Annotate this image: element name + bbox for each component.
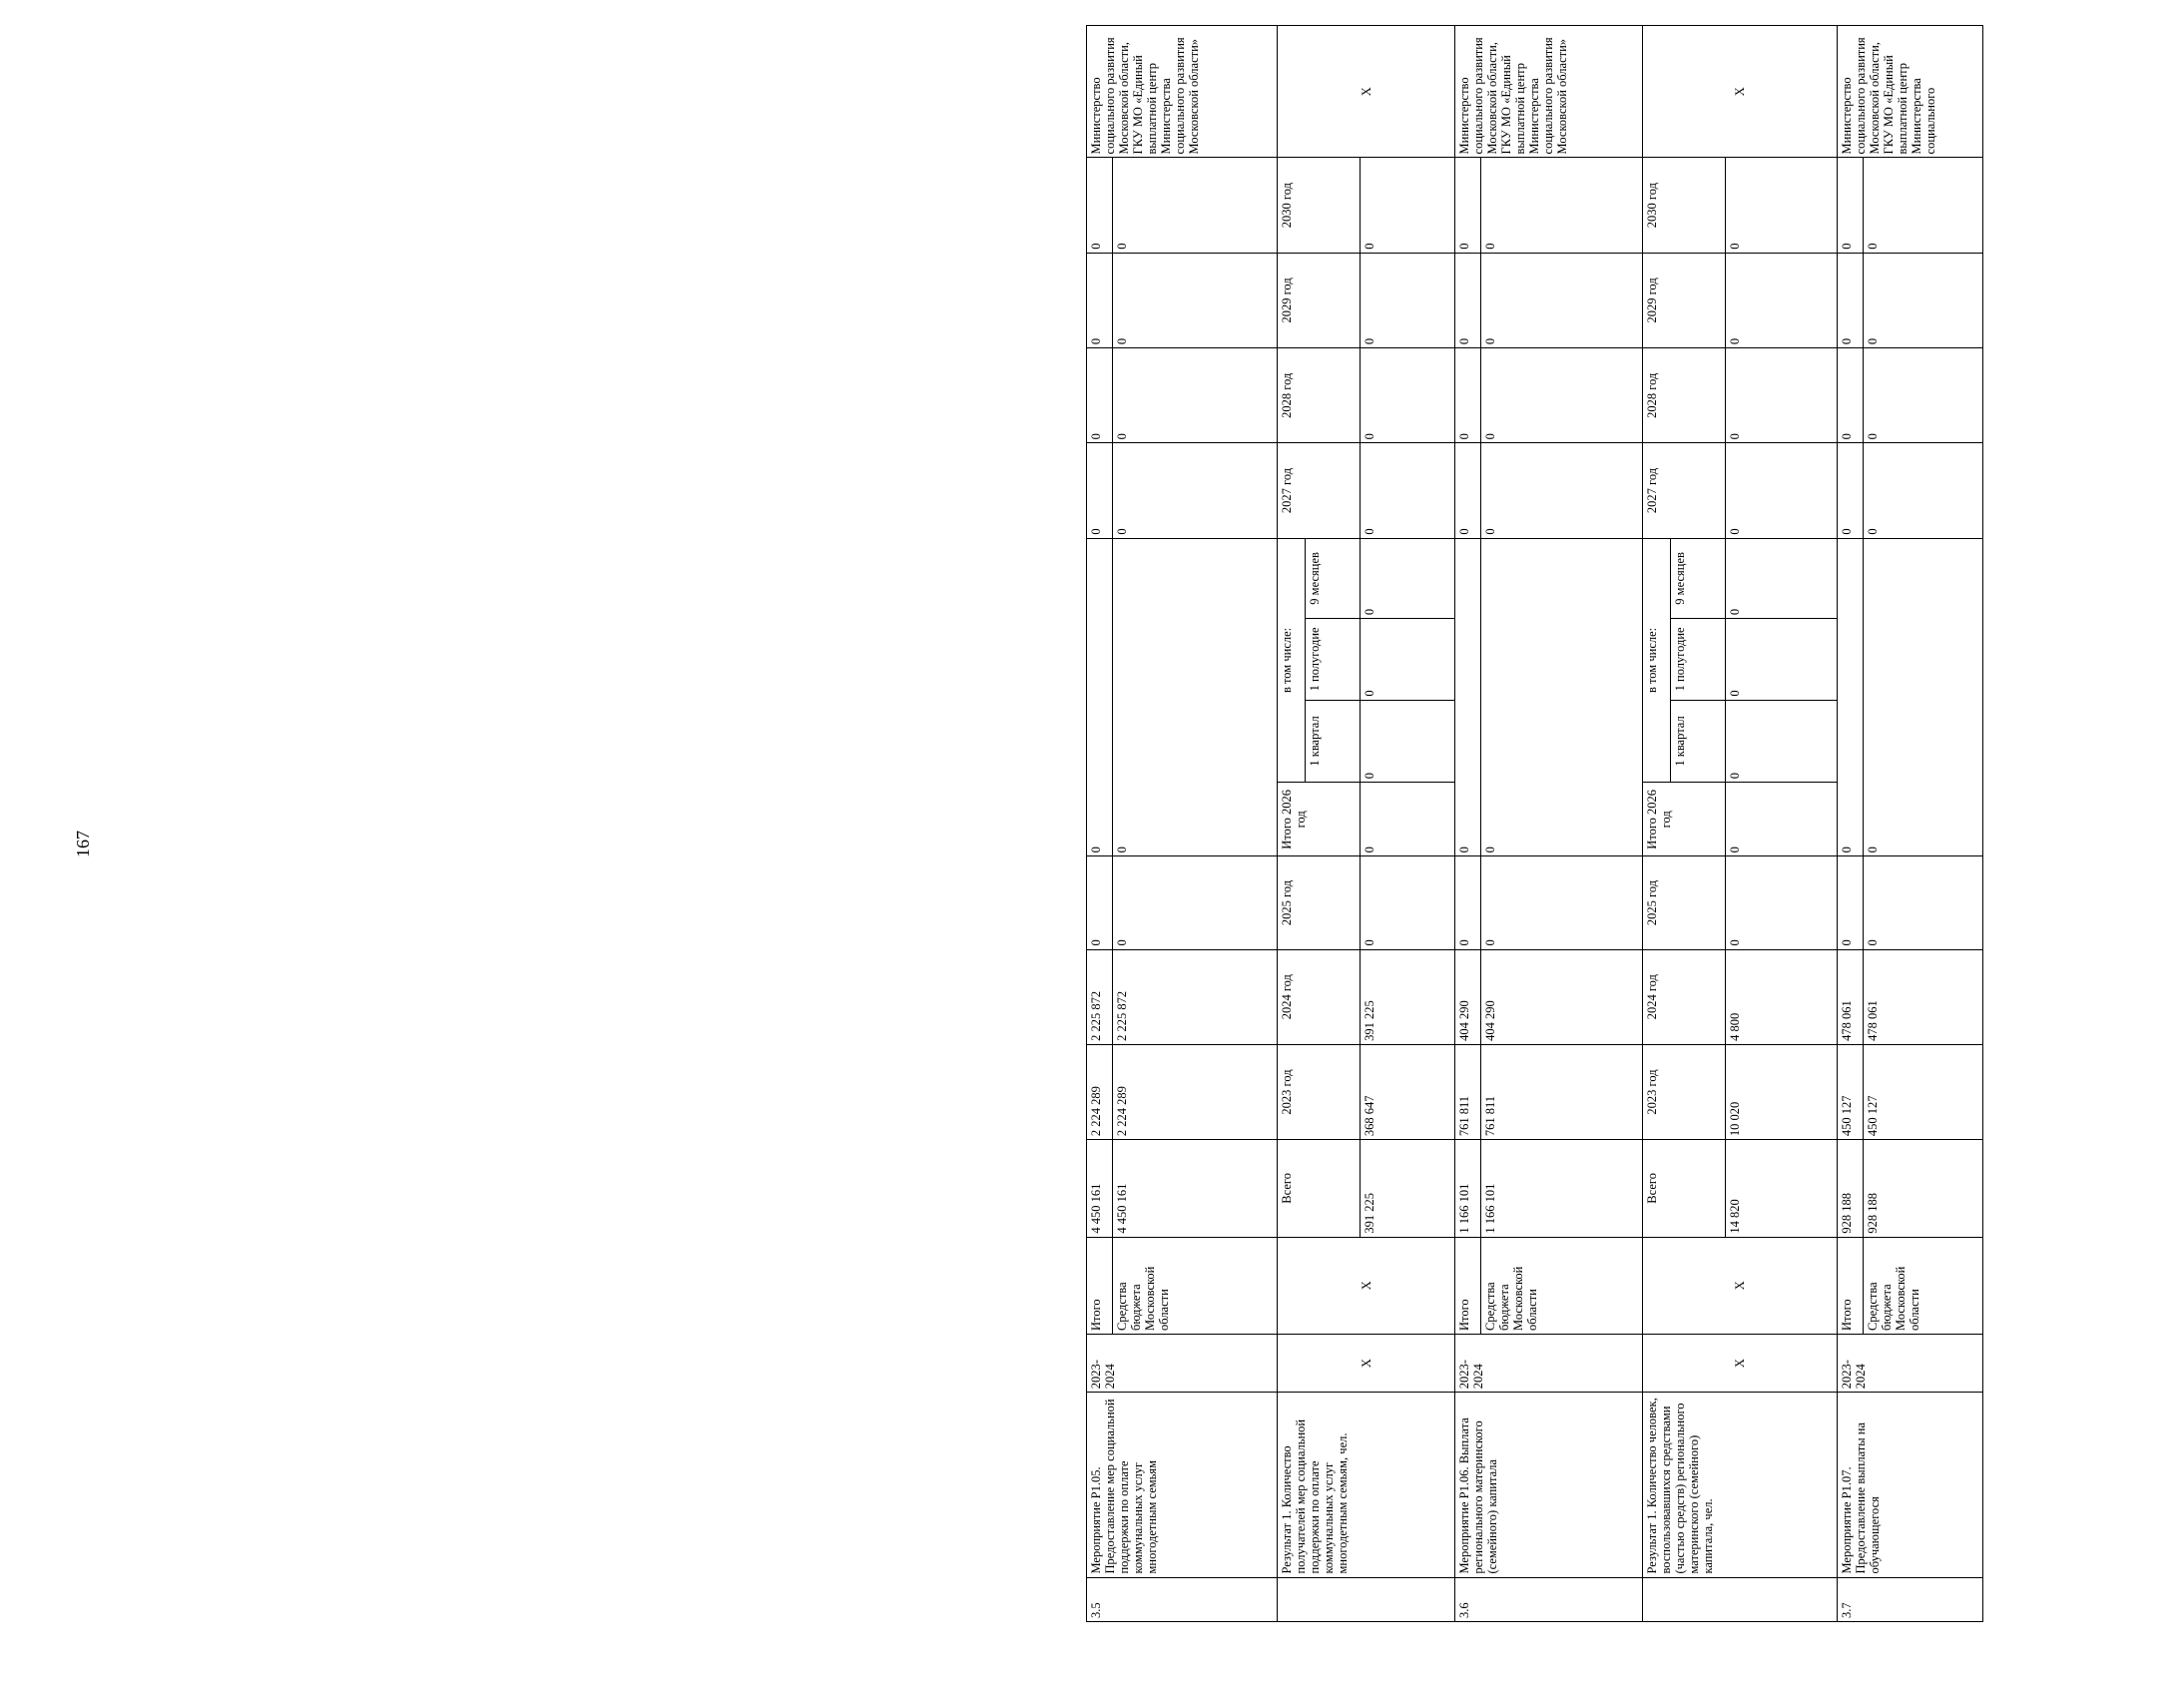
value: 0 bbox=[1481, 443, 1643, 538]
value: 0 bbox=[1864, 348, 1983, 443]
row-number: 3.5 bbox=[1087, 1577, 1278, 1621]
value: 0 bbox=[1087, 856, 1113, 949]
value: 0 bbox=[1864, 443, 1983, 538]
value: 0 bbox=[1838, 348, 1864, 443]
header-2025: 2025 год bbox=[1278, 856, 1361, 949]
header-itogo-2026: Итого 2026 год bbox=[1278, 783, 1361, 856]
header-2025: 2025 год bbox=[1643, 856, 1726, 949]
source-total: Итого bbox=[1455, 1237, 1481, 1334]
value: 0 bbox=[1726, 253, 1838, 347]
value: 0 bbox=[1481, 158, 1643, 253]
value: 0 bbox=[1726, 348, 1838, 443]
row-3-7-total bbox=[1838, 26, 1864, 1622]
row-number: 3.6 bbox=[1455, 1577, 1643, 1621]
header-q1: 1 квартал bbox=[1671, 700, 1726, 783]
executor: Министерство социального развития Московской области, ГКУ МО «Единый выплатной центр Министерства социального развития Московской области» bbox=[1087, 26, 1278, 158]
value: 0 bbox=[1726, 443, 1838, 538]
value: 0 bbox=[1726, 700, 1838, 783]
value: 391 225 bbox=[1361, 949, 1455, 1044]
header-2023: 2023 год bbox=[1643, 1044, 1726, 1139]
header-2030: 2030 год bbox=[1278, 158, 1361, 253]
executor: Министерство социального развития Московской области, ГКУ МО «Единый выплатной центр Министерства социального bbox=[1838, 26, 1983, 158]
header-m9: 9 месяцев bbox=[1671, 538, 1726, 618]
value: 0 bbox=[1455, 538, 1481, 856]
source-budget: Средства бюджета Московской области bbox=[1113, 1237, 1278, 1334]
value: 0 bbox=[1481, 348, 1643, 443]
value: 0 bbox=[1838, 856, 1864, 949]
header-2027: 2027 год bbox=[1643, 443, 1726, 538]
value: 478 061 bbox=[1838, 949, 1864, 1044]
value: 0 bbox=[1838, 158, 1864, 253]
source-total: Итого bbox=[1838, 1237, 1864, 1334]
activity-title: Мероприятие Р1.05. Предоставление мер социальной поддержки по оплате коммунальных услуг многодетным семьям bbox=[1087, 1393, 1278, 1577]
budget-table bbox=[1086, 25, 1983, 1622]
value: 0 bbox=[1087, 443, 1113, 538]
value: 0 bbox=[1481, 253, 1643, 347]
value: 0 bbox=[1361, 158, 1455, 253]
value: 4 450 161 bbox=[1087, 1140, 1113, 1237]
value: 478 061 bbox=[1864, 949, 1983, 1044]
value: 1 166 101 bbox=[1481, 1140, 1643, 1237]
value: 0 bbox=[1864, 538, 1983, 856]
value: 0 bbox=[1113, 253, 1278, 347]
value: 0 bbox=[1361, 443, 1455, 538]
rotated-table-container bbox=[1086, 25, 2184, 1622]
page-number: 167 bbox=[73, 831, 93, 857]
row-3-5-result-head bbox=[1278, 26, 1306, 1622]
value: 0 bbox=[1361, 856, 1455, 949]
value: 0 bbox=[1481, 856, 1643, 949]
value: 0 bbox=[1726, 538, 1838, 618]
result-title: Результат 1. Количество человек, воспользовавшихся средствами (частью средств) регионального материнского (семейного) капитала, чел. bbox=[1643, 1393, 1838, 1577]
value: 0 bbox=[1455, 253, 1481, 347]
activity-title: Мероприятие Р1.06. Выплата регионального материнского (семейного) капитала bbox=[1455, 1393, 1643, 1577]
value: 0 bbox=[1087, 348, 1113, 443]
value: 0 bbox=[1361, 348, 1455, 443]
value: 0 bbox=[1113, 348, 1278, 443]
x-mark: Х bbox=[1643, 1237, 1838, 1334]
x-mark: Х bbox=[1643, 26, 1838, 158]
value: 0 bbox=[1113, 443, 1278, 538]
value: 928 188 bbox=[1864, 1140, 1983, 1237]
row-number: 3.7 bbox=[1838, 1577, 1983, 1621]
value: 404 290 bbox=[1455, 949, 1481, 1044]
executor: Министерство социального развития Московской области, ГКУ МО «Единый выплатной центр Министерства социального развития Московской области» bbox=[1455, 26, 1643, 158]
value: 368 647 bbox=[1361, 1044, 1455, 1139]
activity-title: Мероприятие Р1.07. Предоставление выплаты на обучающегося bbox=[1838, 1393, 1983, 1577]
value: 2 224 289 bbox=[1087, 1044, 1113, 1139]
header-including: в том числе: bbox=[1278, 538, 1306, 783]
value: 0 bbox=[1087, 158, 1113, 253]
value: 0 bbox=[1113, 158, 1278, 253]
value: 0 bbox=[1864, 158, 1983, 253]
value: 0 bbox=[1838, 538, 1864, 856]
value: 0 bbox=[1455, 348, 1481, 443]
x-mark: Х bbox=[1643, 1334, 1838, 1392]
value: 0 bbox=[1361, 619, 1455, 701]
value: 4 450 161 bbox=[1113, 1140, 1278, 1237]
header-h1: 1 полугодие bbox=[1306, 619, 1361, 701]
value: 0 bbox=[1838, 253, 1864, 347]
source-total: Итого bbox=[1087, 1237, 1113, 1334]
header-2027: 2027 год bbox=[1278, 443, 1361, 538]
value: 14 820 bbox=[1726, 1140, 1838, 1237]
header-2028: 2028 год bbox=[1278, 348, 1361, 443]
value: 0 bbox=[1087, 538, 1113, 856]
period: 2023-2024 bbox=[1838, 1334, 1983, 1392]
value: 0 bbox=[1481, 538, 1643, 856]
value: 0 bbox=[1726, 856, 1838, 949]
period: 2023-2024 bbox=[1087, 1334, 1278, 1392]
header-including: в том числе: bbox=[1643, 538, 1671, 783]
value: 391 225 bbox=[1361, 1140, 1455, 1237]
value: 404 290 bbox=[1481, 949, 1643, 1044]
header-itogo-2026: Итого 2026 год bbox=[1643, 783, 1726, 856]
value: 4 800 bbox=[1726, 949, 1838, 1044]
value: 0 bbox=[1361, 700, 1455, 783]
header-2023: 2023 год bbox=[1278, 1044, 1361, 1139]
header-2024: 2024 год bbox=[1278, 949, 1361, 1044]
value: 0 bbox=[1113, 856, 1278, 949]
value: 0 bbox=[1726, 619, 1838, 701]
x-mark: Х bbox=[1278, 26, 1455, 158]
value: 2 225 872 bbox=[1113, 949, 1278, 1044]
value: 0 bbox=[1087, 253, 1113, 347]
period: 2023-2024 bbox=[1455, 1334, 1643, 1392]
value: 0 bbox=[1361, 538, 1455, 618]
row-3-5-total bbox=[1087, 26, 1113, 1622]
row-3-6-result-head bbox=[1643, 26, 1671, 1622]
header-2024: 2024 год bbox=[1643, 949, 1726, 1044]
value: 0 bbox=[1864, 253, 1983, 347]
row-3-6-total bbox=[1455, 26, 1481, 1622]
value: 2 224 289 bbox=[1113, 1044, 1278, 1139]
value: 761 811 bbox=[1481, 1044, 1643, 1139]
value: 1 166 101 bbox=[1455, 1140, 1481, 1237]
header-2028: 2028 год bbox=[1643, 348, 1726, 443]
x-mark: Х bbox=[1278, 1334, 1455, 1392]
header-vsego: Всего bbox=[1278, 1140, 1361, 1237]
value: 0 bbox=[1455, 443, 1481, 538]
result-title: Результат 1. Количество получателей мер социальной поддержки по оплате коммунальных услуг многодетным семьям, чел. bbox=[1278, 1393, 1455, 1577]
value: 0 bbox=[1113, 538, 1278, 856]
header-m9: 9 месяцев bbox=[1306, 538, 1361, 618]
value: 2 225 872 bbox=[1087, 949, 1113, 1044]
value: 761 811 bbox=[1455, 1044, 1481, 1139]
header-h1: 1 полугодие bbox=[1671, 619, 1726, 701]
header-2030: 2030 год bbox=[1643, 158, 1726, 253]
source-budget: Средства бюджета Московской области bbox=[1864, 1237, 1983, 1334]
value: 0 bbox=[1455, 856, 1481, 949]
value: 0 bbox=[1864, 856, 1983, 949]
value: 0 bbox=[1726, 783, 1838, 856]
value: 450 127 bbox=[1864, 1044, 1983, 1139]
header-2029: 2029 год bbox=[1643, 253, 1726, 347]
value: 0 bbox=[1361, 253, 1455, 347]
value: 928 188 bbox=[1838, 1140, 1864, 1237]
source-budget: Средства бюджета Московской области bbox=[1481, 1237, 1643, 1334]
value: 0 bbox=[1361, 783, 1455, 856]
value: 450 127 bbox=[1838, 1044, 1864, 1139]
value: 0 bbox=[1726, 158, 1838, 253]
value: 0 bbox=[1838, 443, 1864, 538]
x-mark: Х bbox=[1278, 1237, 1455, 1334]
value: 10 020 bbox=[1726, 1044, 1838, 1139]
value: 0 bbox=[1455, 158, 1481, 253]
header-2029: 2029 год bbox=[1278, 253, 1361, 347]
header-q1: 1 квартал bbox=[1306, 700, 1361, 783]
header-vsego: Всего bbox=[1643, 1140, 1726, 1237]
